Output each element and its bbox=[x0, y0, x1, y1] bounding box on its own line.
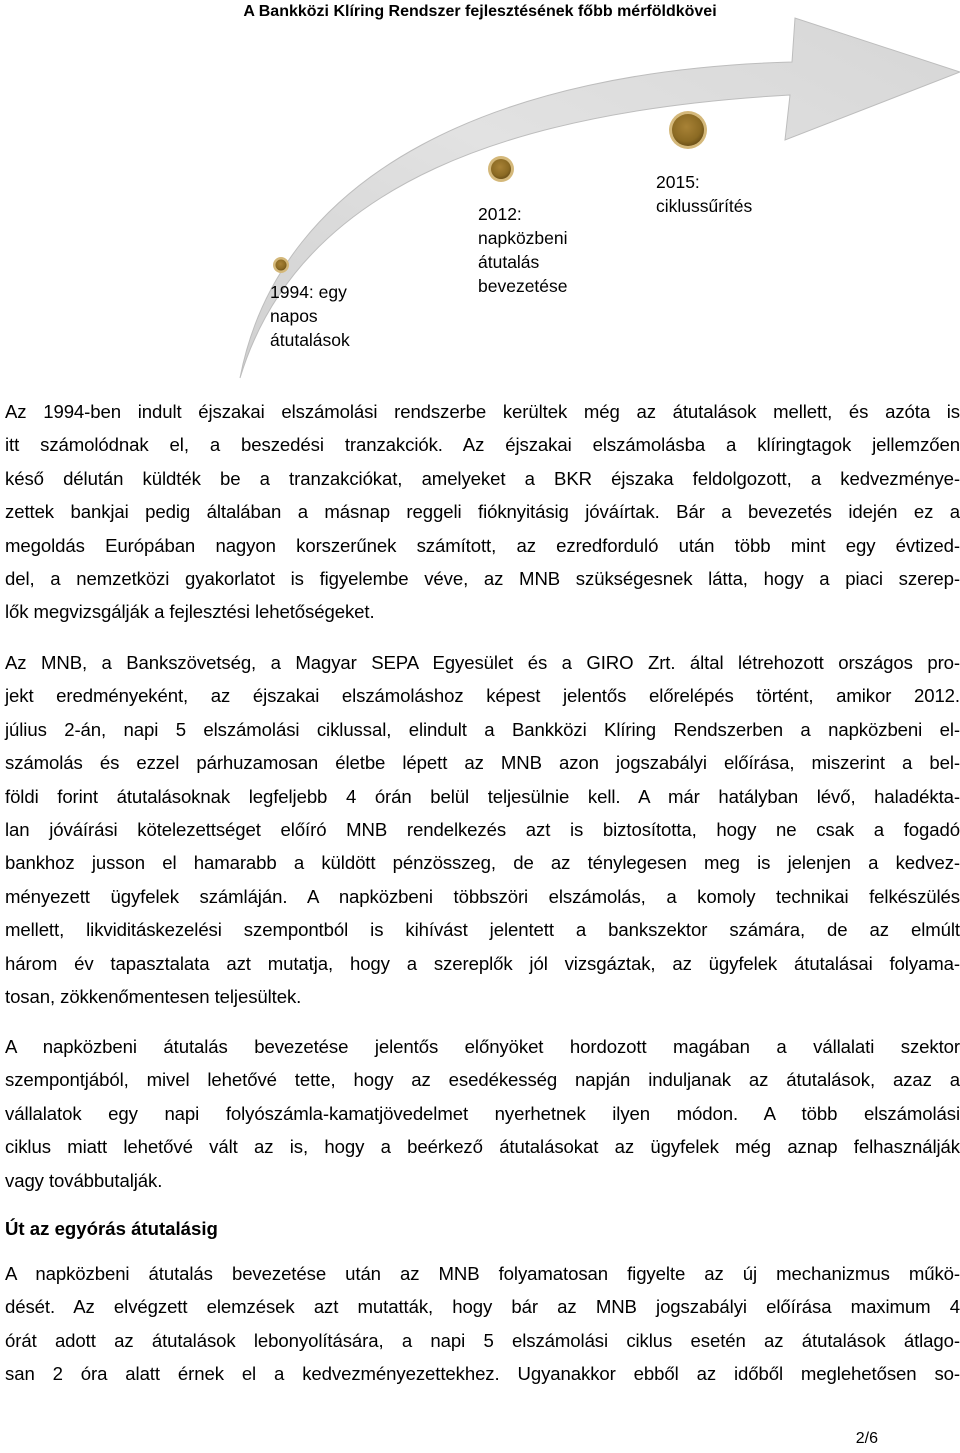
text-line: vagy továbbutalják. bbox=[5, 1169, 163, 1191]
text-line: számolás és ezzel párhuzamosan életbe lépett az MNB azon jogszabályi előírása, miszerint a bel- bbox=[5, 752, 960, 774]
milestone-marker-1994 bbox=[273, 257, 289, 273]
text-line: del, a nemzetközi gyakorlatot is figyelembe véve, az MNB szükségesnek látta, hogy a piaci szerep- bbox=[5, 568, 960, 590]
paragraph-3 bbox=[5, 1030, 960, 1197]
text-line: ciklus miatt lehetővé vált az is, hogy a beérkező átutalásokat az ügyfelek még aznap felhasználják bbox=[5, 1136, 960, 1158]
text-line: szempontjából, mivel lehetővé tette, hogy az esedékesség napján induljanak az átutalások, azaz a bbox=[5, 1069, 960, 1091]
milestone-line: ciklussűrítés bbox=[656, 196, 753, 216]
milestone-line: átutalás bbox=[478, 252, 540, 272]
section-heading: Út az egyórás átutalásig bbox=[5, 1218, 218, 1239]
text-line: A napközbeni átutalás bevezetése után az MNB folyamatosan figyelte az új mechanizmus műkö- bbox=[5, 1263, 960, 1284]
text-line: jekt eredményeként, az éjszakai elszámoláshoz képest jelentős előrelépés történt, amikor 2012. bbox=[5, 685, 960, 707]
paragraph-4 bbox=[5, 1257, 960, 1391]
milestone-marker-2015 bbox=[669, 111, 707, 149]
milestone-marker-2012 bbox=[488, 156, 514, 182]
text-line: A napközbeni átutalás bevezetése jelentős előnyöket hordozott magában a vállalati szektor bbox=[5, 1036, 960, 1057]
milestone-line: 2012: bbox=[478, 204, 522, 224]
text-line: órát adott az átutalások lebonyolítására, a napi 5 elszámolási ciklus esetén az átutalások átlago- bbox=[5, 1329, 960, 1351]
text-line: Az 1994-ben indult éjszakai elszámolási rendszerbe kerültek még az átutalások mellett, és azóta is bbox=[5, 401, 960, 422]
text-line: mellett, likviditáskezelési szempontból is kihívást jelentett a bankszektor számára, de az elmúlt bbox=[5, 919, 960, 941]
text-line: késő délután küldték be a tranzakciókat, amelyeket a BKR éjszaka feldolgozott, a kedvezménye- bbox=[5, 467, 960, 489]
text-line: vállalatok egy napi folyószámla-kamatjövedelmet nyerhetnek ilyen módon. A több elszámolási bbox=[5, 1102, 960, 1124]
paragraph-2 bbox=[5, 646, 960, 1013]
text-line: földi forint átutalásoknak legfeljebb 4 órán belül teljesülnie kell. A már hatályban lévő, haladékta- bbox=[5, 785, 960, 807]
text-line: bankhoz jusson el hamarabb a küldött pénzösszeg, de az ténylegesen meg is jelenjen a kedvez- bbox=[5, 852, 960, 874]
milestone-label-1994 bbox=[270, 280, 350, 352]
milestone-line: 2015: bbox=[656, 172, 700, 192]
milestone-line: napos bbox=[270, 306, 318, 326]
text-line: lők megvizsgálják a fejlesztési lehetőségeket. bbox=[5, 601, 375, 623]
text-line: július 2-án, napi 5 elszámolási ciklussal, elindult a Bankközi Klíring Rendszerben a napközbeni el- bbox=[5, 718, 960, 740]
text-line: zettek bankjai pedig általában a másnap reggeli fióknyitásig jóváírtak. Bár a bevezetés idején ez a bbox=[5, 501, 960, 523]
text-line: Az MNB, a Bankszövetség, a Magyar SEPA Egyesület és a GIRO Zrt. által létrehozott országos pro- bbox=[5, 652, 960, 673]
text-line: lan jóváírási kötelezettséget előíró MNB rendelkezés azt is biztosította, hogy ne csak a fogadó bbox=[5, 819, 960, 841]
milestone-line: bevezetése bbox=[478, 276, 568, 296]
text-line: ményezett ügyfelek számláján. A napközbeni többszöri elszámolás, a komoly technikai felkészülés bbox=[5, 885, 960, 907]
text-line: dését. Az elvégzett elemzések azt mutatták, hogy bár az MNB jogszabályi előírása maximum 4 bbox=[5, 1296, 960, 1318]
text-line: tosan, zökkenőmentesen teljesültek. bbox=[5, 986, 302, 1008]
milestone-line: 1994: egy bbox=[270, 282, 347, 302]
paragraph-1 bbox=[5, 395, 960, 629]
text-line: három év tapasztalata azt mutatja, hogy a szereplők jól vizsgáztak, az ügyfelek átutalásai folyama- bbox=[5, 952, 960, 974]
milestone-label-2015 bbox=[656, 170, 752, 218]
text-line: megoldás Európában nagyon korszerűnek számított, az ezredforduló után több mint egy évtized- bbox=[5, 534, 960, 556]
text-line: san 2 óra alatt érnek el a kedvezményezettekhez. Ugyanakkor ebből az időből meglehetősen so- bbox=[5, 1363, 960, 1385]
milestone-line: átutalások bbox=[270, 330, 350, 350]
milestone-label-2012 bbox=[478, 202, 568, 298]
page-title: A Bankközi Klíring Rendszer fejlesztésének főbb mérföldkövei bbox=[243, 3, 717, 20]
milestone-line: napközbeni bbox=[478, 228, 568, 248]
timeline-graphic bbox=[0, 0, 960, 380]
page-number: 2/6 bbox=[855, 1430, 878, 1447]
text-line: itt számolódnak el, a beszedési tranzakciók. Az éjszakai elszámolásba a klíringtagok jellemzően bbox=[5, 434, 960, 456]
